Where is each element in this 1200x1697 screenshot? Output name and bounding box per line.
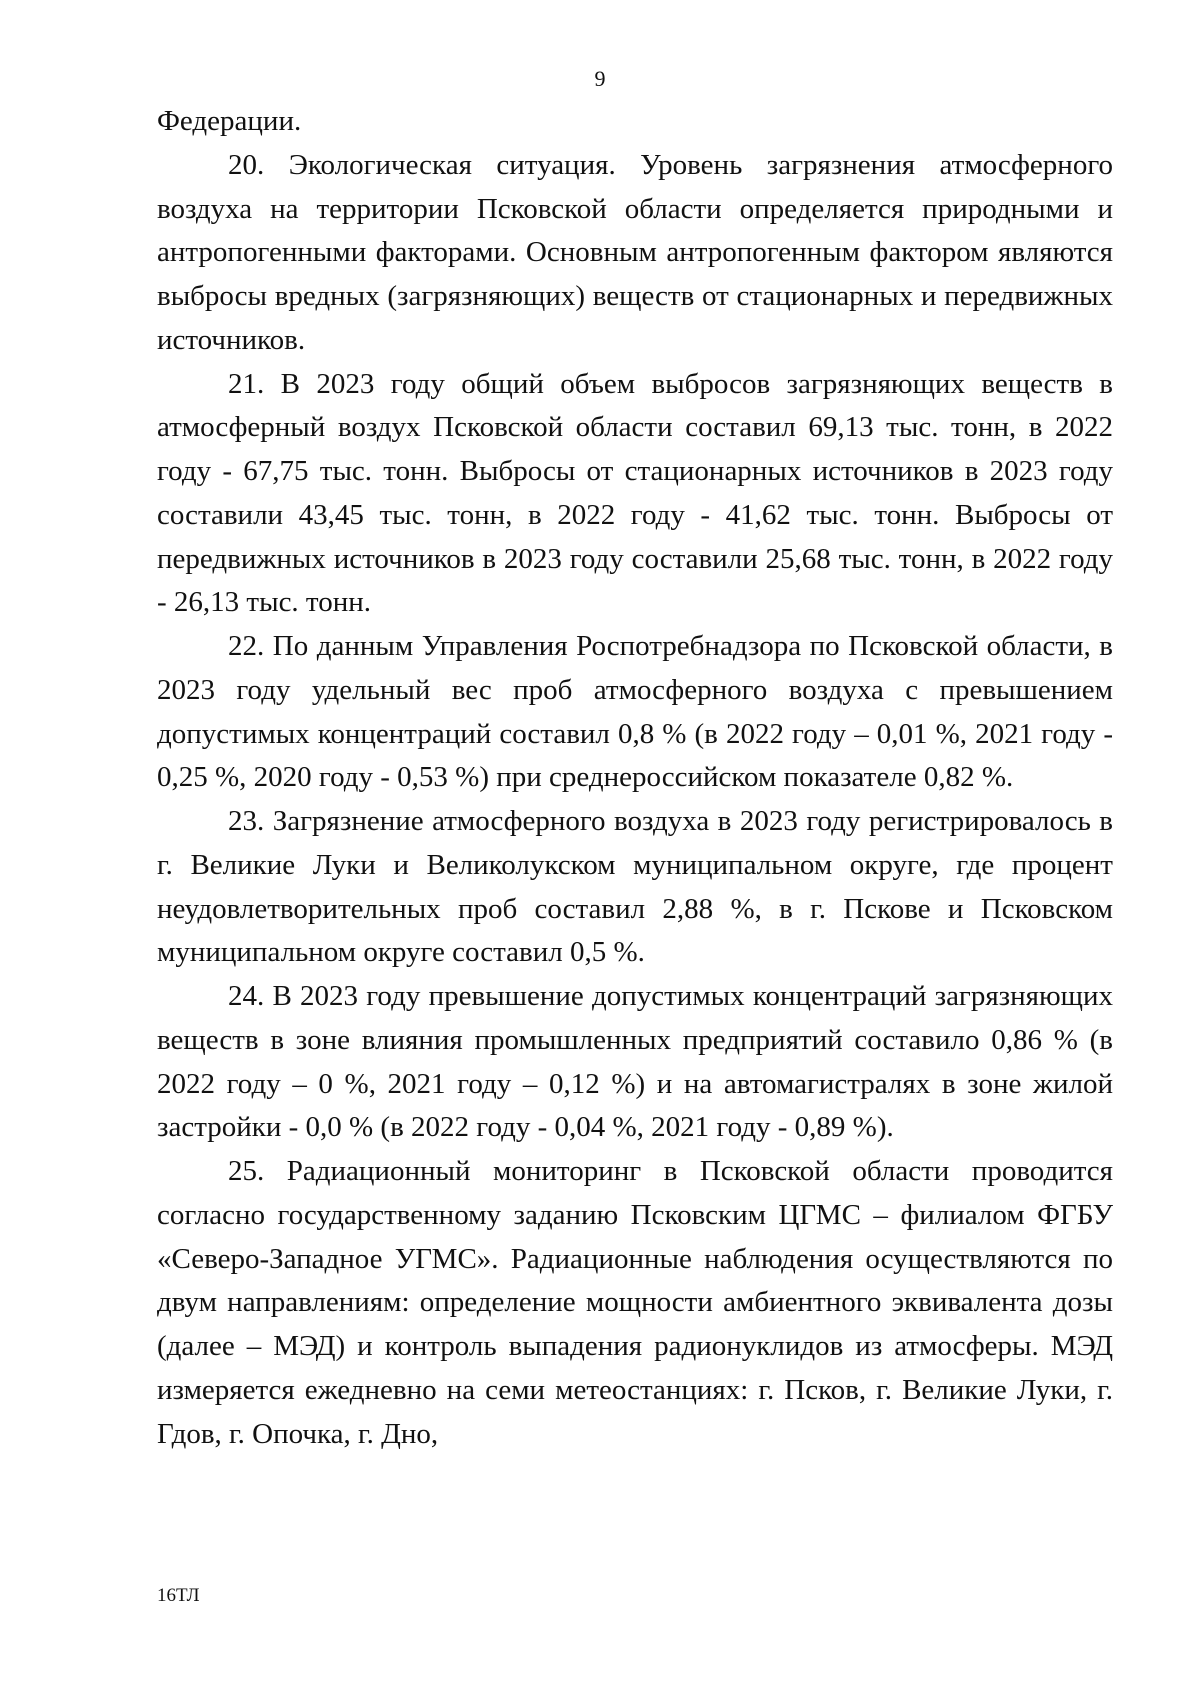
paragraph-continuation: Федерации. — [157, 105, 302, 137]
paragraph-20: 20. Экологическая ситуация. Уровень загрязнения атмосферного воздуха на территории Псковской области определяется природными и антропогенными факторами. Основным антропогенным фактором являются выбросы вредных (загрязняющих) веществ от стационарных и передвижных источников. — [157, 148, 1113, 356]
paragraph-24: 24. В 2023 году превышение допустимых концентраций загрязняющих веществ в зоне влияния промышленных предприятий составило 0,86 % (в 2022 году – 0 %, 2021 году – 0,12 %) и на автомагистралях в зоне жилой застройки - 0,0 % (в 2022 году - 0,04 %, 2021 году - 0,89 %). — [157, 980, 1113, 1144]
paragraph-25: 25. Радиационный мониторинг в Псковской области проводится согласно государственному заданию Псковским ЦГМС – филиалом ФГБУ «Северо-Западное УГМС». Радиационные наблюдения осуществляются по двум направлениям: определение мощности амбиентного эквивалента дозы (далее – МЭД) и контроль выпадения радионуклидов из атмосферы. МЭД измеряется ежедневно на семи метеостанциях: г. Псков, г. Великие Луки, г. Гдов, г. Опочка, г. Дно, — [157, 1155, 1113, 1450]
paragraph-22: 22. По данным Управления Роспотребнадзора по Псковской области, в 2023 году удельный вес проб атмосферного воздуха с превышением допустимых концентраций составил 0,8 % (в 2022 году – 0,01 %, 2021 году - 0,25 %, 2020 году - 0,53 %) при среднероссийском показателе 0,82 %. — [157, 630, 1113, 794]
paragraph-21: 21. В 2023 году общий объем выбросов загрязняющих веществ в атмосферный воздух Псковской области составил 69,13 тыс. тонн, в 2022 году - 67,75 тыс. тонн. Выбросы от стационарных источников в 2023 году составили 43,45 тыс. тонн, в 2022 году - 41,62 тыс. тонн. Выбросы от передвижных источников в 2023 году составили 25,68 тыс. тонн, в 2022 году - 26,13 тыс. тонн. — [157, 367, 1113, 619]
document-body — [157, 100, 1113, 1456]
paragraph-23: 23. Загрязнение атмосферного воздуха в 2023 году регистрировалось в г. Великие Луки и Великолукском муниципальном округе, где процент неудовлетворительных проб составил 2,88 %, в г. Пскове и Псковском муниципальном округе составил 0,5 %. — [157, 805, 1113, 969]
page-number: 9 — [594, 66, 606, 91]
footer-code: 16ТЛ — [157, 1585, 200, 1606]
